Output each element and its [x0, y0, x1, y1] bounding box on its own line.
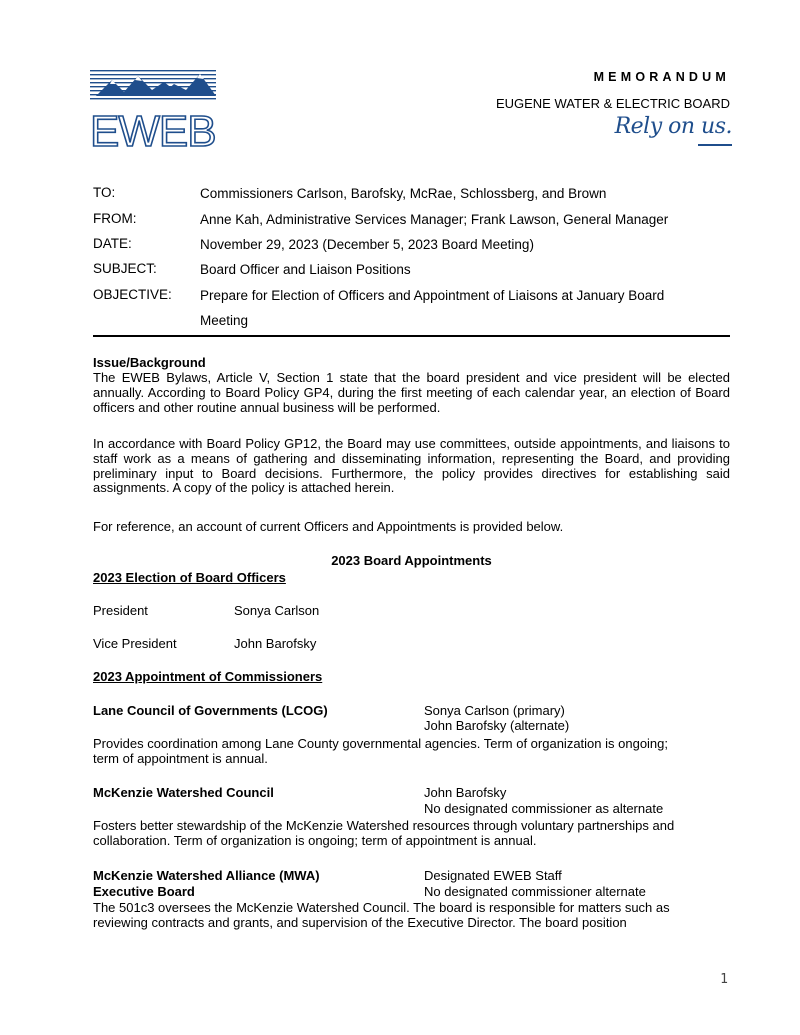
to-value: Commissioners Carlson, Barofsky, McRae, Schlossberg, and Brown: [200, 186, 607, 201]
date-label: DATE:: [93, 236, 132, 251]
issue-paragraph-2: In accordance with Board Policy GP12, the Board may use committees, outside appointments, and liaisons to staff work as a means of gathering and disseminating information, representing the Board, and providing preliminary input to Board decisions. Furthermore, the policy provides directives for establishing said assignments. A copy of the policy is attached herein.: [93, 436, 730, 496]
officer-role-vice-president: Vice President: [93, 636, 177, 651]
mwa-name-line-2: Executive Board: [93, 884, 195, 899]
mwc-name: McKenzie Watershed Council: [93, 785, 274, 800]
lcog-alternate: John Barofsky (alternate): [424, 718, 570, 733]
mwa-primary: Designated EWEB Staff: [424, 868, 562, 883]
date-value: November 29, 2023 (December 5, 2023 Board Meeting): [200, 237, 534, 252]
memo-title: MEMORANDUM: [593, 70, 730, 84]
subject-value: Board Officer and Liaison Positions: [200, 262, 411, 277]
mwa-description: The 501c3 oversees the McKenzie Watershed Council. The board is responsible for matters such as reviewing contracts and grants, and supervision of the Executive Director. The board position: [93, 900, 670, 930]
lcog-primary: Sonya Carlson (primary): [424, 703, 565, 718]
from-label: FROM:: [93, 211, 137, 226]
logo-wordmark: EWEB: [90, 107, 216, 150]
issue-paragraph-1: The EWEB Bylaws, Article V, Section 1 state that the board president and vice president will be elected annually. According to Board Policy GP4, during the first meeting of each calendar year, an election of Board officers and other routine annual business will be performed.: [93, 370, 730, 415]
officer-role-president: President: [93, 603, 148, 618]
mwc-description: Fosters better stewardship of the McKenzie Watershed resources through voluntary partnerships and collaboration. Term of organization is ongoing; term of appointment is annual.: [93, 818, 675, 848]
mwa-alternate: No designated commissioner alternate: [424, 884, 646, 899]
mwc-alternate: No designated commissioner as alternate: [424, 801, 664, 816]
objective-label: OBJECTIVE:: [93, 287, 172, 302]
header-divider: [93, 335, 730, 337]
to-label: TO:: [93, 185, 116, 200]
eweb-logo: [90, 66, 220, 150]
appointments-title: 2023 Board Appointments: [331, 553, 492, 568]
lcog-description: Provides coordination among Lane County governmental agencies. Term of organization is ongoing; term of appointment is annual.: [93, 736, 669, 766]
officer-name-vice-president: John Barofsky: [234, 636, 317, 651]
org-name: EUGENE WATER & ELECTRIC BOARD: [495, 96, 730, 111]
page-number: 1: [720, 972, 728, 987]
mwc-primary: John Barofsky: [424, 785, 507, 800]
commissioners-heading: 2023 Appointment of Commissioners: [93, 669, 323, 684]
mwa-name-line-1: McKenzie Watershed Alliance (MWA): [93, 868, 320, 883]
issue-paragraph-3: For reference, an account of current Officers and Appointments is provided below.: [93, 519, 564, 534]
tagline: Rely on us.: [614, 114, 732, 139]
lcog-name: Lane Council of Governments (LCOG): [93, 703, 328, 718]
officers-heading: 2023 Election of Board Officers: [93, 570, 286, 585]
tagline-underline: [698, 144, 732, 146]
officer-name-president: Sonya Carlson: [234, 603, 320, 618]
objective-value: Prepare for Election of Officers and Appointment of Liaisons at January Board Meeting: [200, 288, 665, 328]
issue-heading: Issue/Background: [93, 355, 206, 370]
subject-label: SUBJECT:: [93, 261, 157, 276]
from-value: Anne Kah, Administrative Services Manager; Frank Lawson, General Manager: [200, 212, 669, 227]
